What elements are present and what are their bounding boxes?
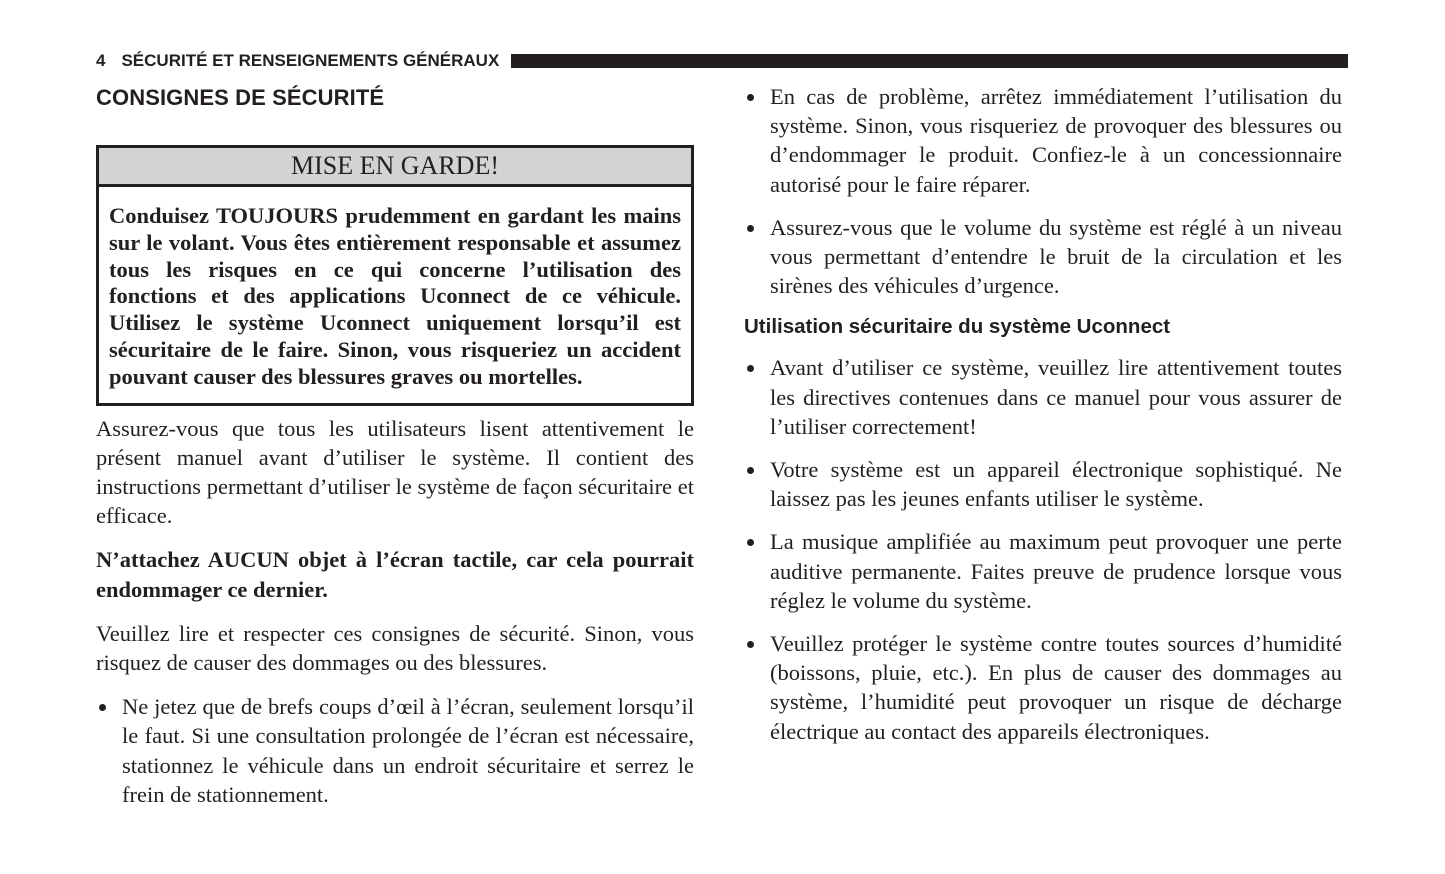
list-item <box>96 692 694 809</box>
page-header <box>96 50 1348 72</box>
bullet-text: Veuillez protéger le système contre toutes sources d’humidité (boissons, pluie, etc.). En plus de causer des dommages au système, l’humidité peut provoquer un risque de décharge électrique au contact des appareils électroniques. <box>770 631 1342 744</box>
section-title: CONSIGNES DE SÉCURITÉ <box>96 85 385 110</box>
paragraph-touchscreen-warning: N’attachez AUCUN objet à l’écran tactile, car cela pourrait endommager ce dernier. <box>96 547 694 602</box>
bullet-text: La musique amplifiée au maximum peut provoquer une perte auditive permanente. Faites preuve de prudence lorsque vous réglez le volume du système. <box>770 529 1342 613</box>
list-item <box>744 353 1342 441</box>
bullet-icon <box>747 365 754 372</box>
bullet-icon <box>747 225 754 232</box>
chapter-title: SÉCURITÉ ET RENSEIGNEMENTS GÉNÉRAUX <box>121 51 500 70</box>
right-bullet-list-top <box>744 82 1342 300</box>
bullet-icon <box>747 467 754 474</box>
right-column <box>744 82 1342 746</box>
warning-box <box>96 145 694 406</box>
bullet-text: Assurez-vous que le volume du système est réglé à un niveau vous permettant d’entendre le bruit de la circulation et les sirènes des véhicules d’urgence. <box>770 214 1342 299</box>
bullet-text: En cas de problème, arrêtez immédiatement l’utilisation du système. Sinon, vous risqueriez de provoquer des blessures ou d’endommager le produit. Confiez-le à un concessionnaire autorisé pour le faire réparer. <box>770 84 1342 197</box>
warning-text: Conduisez TOUJOURS prudemment en gardant les mains sur le volant. Vous êtes entièrement responsable et assumez tous les risques en ce qui concerne l’utilisation des fonctions et des applications Uconnect de ce véhicule. Utilisez le système Uconnect uniquement lorsqu’il est sécuritaire de le faire. Sinon, vous risqueriez un accident pouvant causer des blessures graves ou mortelles. <box>109 203 681 389</box>
right-bullet-list-bottom <box>744 353 1342 745</box>
bullet-icon <box>747 539 754 546</box>
subsection-title: Utilisation sécuritaire du système Uconnect <box>744 315 1171 339</box>
list-item <box>744 82 1342 199</box>
bullet-icon <box>99 704 106 711</box>
bullet-text: Votre système est un appareil électronique sophistiqué. Ne laissez pas les jeunes enfants utiliser le système. <box>770 457 1342 512</box>
bullet-text: Avant d’utiliser ce système, veuillez lire attentivement toutes les directives contenues dans ce manuel pour vous assurer de l’utiliser correctement! <box>770 355 1342 439</box>
list-item <box>744 455 1342 513</box>
page-number: 4 <box>96 51 106 70</box>
list-item <box>744 527 1342 615</box>
left-bullet-list <box>96 692 694 809</box>
bullet-text: Ne jetez que de brefs coups d’œil à l’écran, seulement lorsqu’il le faut. Si une consultation prolongée de l’écran est nécessaire, stationnez le véhicule dans un endroit sécuritaire et serrez le frein de stationnement. <box>122 694 694 807</box>
list-item <box>744 629 1342 746</box>
bullet-icon <box>747 94 754 101</box>
warning-title: MISE EN GARDE! <box>99 148 691 187</box>
header-rule-bar <box>511 54 1348 68</box>
bullet-icon <box>747 641 754 648</box>
paragraph-read-manual: Assurez-vous que tous les utilisateurs lisent attentivement le présent manuel avant d’utiliser le système. Il contient des instructions permettant d’utiliser le système de façon sécuritaire et efficace. <box>96 415 694 529</box>
list-item <box>744 213 1342 301</box>
left-column <box>96 82 694 809</box>
paragraph-follow-instructions: Veuillez lire et respecter ces consignes de sécurité. Sinon, vous risquez de causer des dommages ou des blessures. <box>96 620 694 675</box>
